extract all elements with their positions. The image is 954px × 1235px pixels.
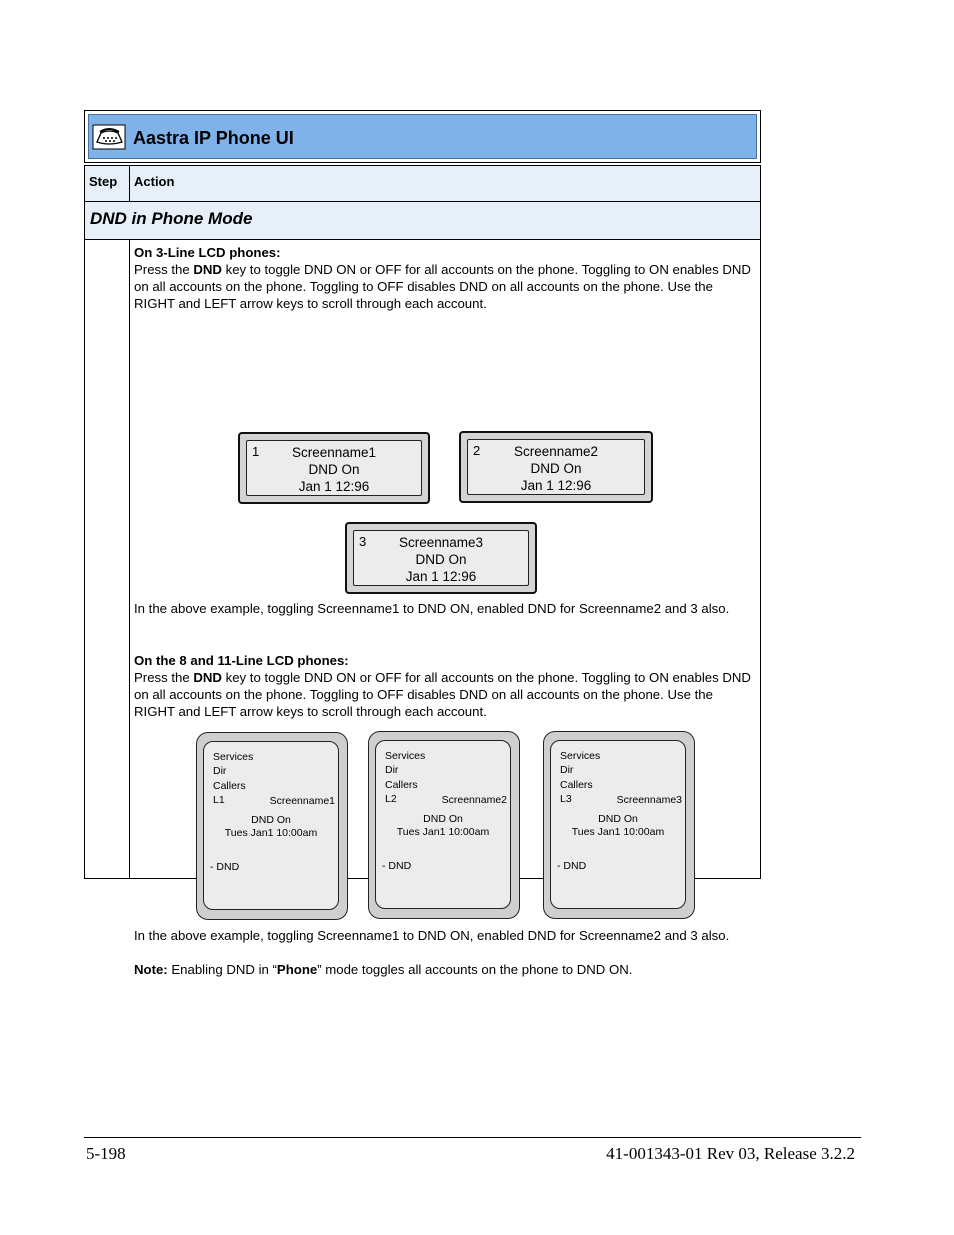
multi-line-example: In the above example, toggling Screenname1 to DND ON, enabled DND for Screenname2 and 3 also. xyxy=(134,928,730,943)
three-line-instructions: Press the DND key to toggle DND ON or OFF for all accounts on the phone. Toggling to ON enables DND on all accounts on the phone. Toggling to OFF disables DND on all accounts on the phone. Use the RIGHT and LEFT arrow keys to scroll through each account. xyxy=(134,262,751,311)
step-column-header: Step xyxy=(89,174,118,189)
lcd-multiline-screen-1: Services Dir Callers L1 Screenname1 DND On Tues Jan1 10:00am - DND xyxy=(196,732,348,920)
three-line-example: In the above example, toggling Screenname1 to DND ON, enabled DND for Screenname2 and 3 also. xyxy=(134,601,730,616)
section-title: DND in Phone Mode xyxy=(90,209,253,228)
step-row xyxy=(84,239,761,977)
column-header-row xyxy=(84,165,761,202)
multi-line-instructions: Press the DND key to toggle DND ON or OFF for all accounts on the phone. Toggling to ON enables DND on all accounts on the phone. Toggling to OFF disables DND on all accounts on the phone. Use the RIGHT and LEFT arrow keys to scroll through each account. xyxy=(134,670,751,719)
phone-icon xyxy=(92,124,126,150)
note: Note: Enabling DND in “Phone” mode toggles all accounts on the phone to DND ON. xyxy=(134,962,633,977)
three-line-heading: On 3-Line LCD phones: xyxy=(134,245,281,260)
lcd-3line-screen-3: 3 Screenname3 DND On Jan 1 12:96 xyxy=(345,522,537,594)
lcd-3line-screen-2: 2 Screenname2 DND On Jan 1 12:96 xyxy=(459,431,653,503)
page-number: 5-198 xyxy=(86,1144,126,1163)
action-column-header: Action xyxy=(134,174,175,189)
document-id: 41-001343-01 Rev 03, Release 3.2.2 xyxy=(606,1144,855,1163)
section-heading-row xyxy=(84,201,761,240)
multi-line-heading: On the 8 and 11-Line LCD phones: xyxy=(134,653,349,668)
table-title: Aastra IP Phone UI xyxy=(133,128,294,148)
lcd-multiline-screen-3: Services Dir Callers L3 Screenname3 DND On Tues Jan1 10:00am - DND xyxy=(543,731,695,919)
lcd-3line-screen-1: 1 Screenname1 DND On Jan 1 12:96 xyxy=(238,432,430,504)
footer-rule xyxy=(84,1137,861,1138)
table-title-bar xyxy=(84,110,761,163)
lcd-multiline-screen-2: Services Dir Callers L2 Screenname2 DND On Tues Jan1 10:00am - DND xyxy=(368,731,520,919)
